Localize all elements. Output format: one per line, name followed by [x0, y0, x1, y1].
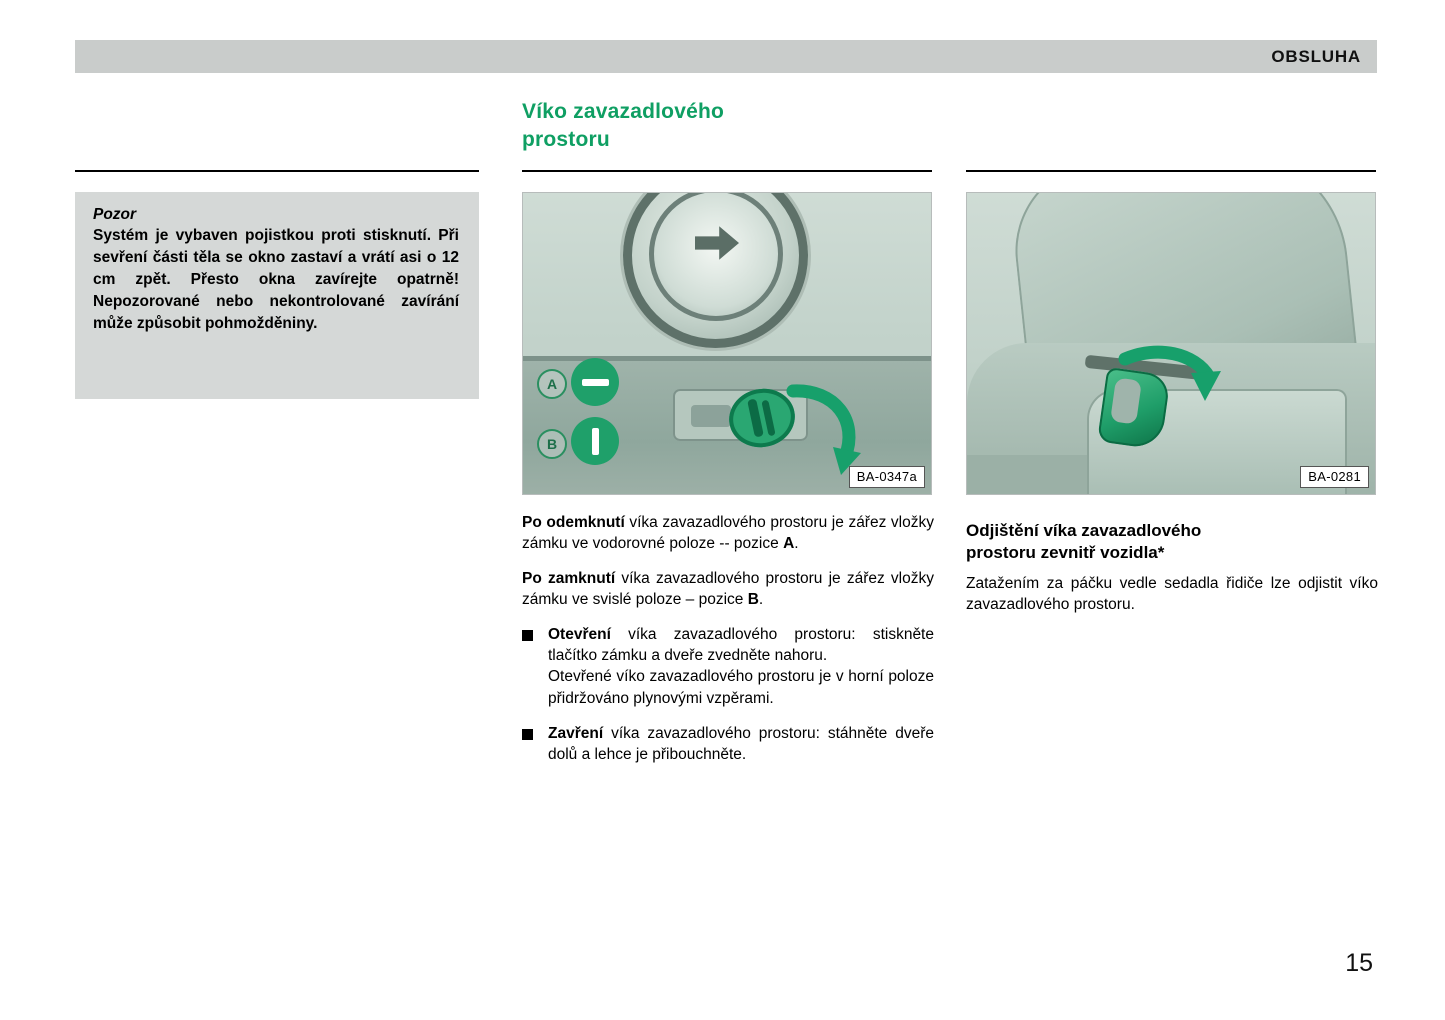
- right-text-column: [966, 520, 1378, 615]
- lock-horizontal-symbol-icon: [571, 358, 619, 406]
- figure-trunk-lock: [522, 192, 932, 495]
- right-column-heading-line2: prostoru zevnitř vozidla*: [966, 543, 1165, 563]
- paragraph-unlocked: [522, 512, 934, 554]
- vertical-bar-shape: [592, 428, 599, 455]
- page-header-bar: [75, 40, 1377, 73]
- paragraph-locked: [522, 568, 934, 610]
- section-heading-line1: Víko zavazadlového: [522, 100, 725, 123]
- paragraph-locked-lead: Po zamknutí: [522, 570, 616, 588]
- section-heading: [522, 98, 922, 153]
- figure-right-code: BA-0281: [1300, 466, 1369, 488]
- vehicle-floor: [967, 455, 1097, 495]
- warning-title: Pozor: [93, 206, 137, 223]
- warning-box: [75, 192, 479, 399]
- paragraph-unlocked-body: víka zavazadlového prostoru je zářez vložky zámku ve vodorovné poloze -- pozice: [522, 514, 934, 553]
- right-column-paragraph: Zatažením za páčku vedle sedadla řidiče lze odjistit víko zavazadlového prostoru.: [966, 575, 1378, 614]
- position-a-badge: A: [537, 369, 567, 399]
- paragraph-unlocked-end: .: [794, 535, 799, 553]
- page-number: 15: [1345, 949, 1373, 977]
- warning-text: Systém je vybaven pojistkou proti stisknutí. Při sevření části těla se okno zastaví a vrátí asi o 12 cm zpět. Přesto okna zavírejte opatrně! Nepozorované nebo nekontrolované zavírání může způsobit pohmožděniny.: [93, 227, 459, 332]
- bullet-close-lead: Zavření: [548, 724, 604, 742]
- right-column-heading-line1: Odjištění víka zavazadlového: [966, 521, 1202, 540]
- right-column-heading: [966, 520, 1378, 564]
- lock-vertical-symbol-icon: [571, 417, 619, 465]
- page-header-title: OBSLUHA: [1271, 47, 1361, 66]
- divider-right: [966, 170, 1376, 172]
- bullet-open-lead: Otevření: [548, 626, 611, 644]
- rotation-arrow-icon: [773, 383, 863, 478]
- figure-left-code: BA-0347a: [849, 466, 925, 488]
- emblem-inner-ring-icon: [649, 192, 783, 321]
- trunk-handle-button: [691, 405, 731, 427]
- pull-arrow-icon: [1117, 343, 1227, 413]
- bullet-square-icon: [522, 729, 533, 740]
- paragraph-unlocked-lead: Po odemknutí: [522, 514, 625, 531]
- bullet-open-extra: Otevřené víko zavazadlového prostoru je v horní poloze přidržováno plynovými vzpěrami.: [548, 668, 934, 707]
- divider-middle: [522, 170, 932, 172]
- bullet-open: [522, 624, 934, 708]
- bullet-close-body: víka zavazadlového prostoru: stáhněte dveře dolů a lehce je přibouchněte.: [548, 724, 934, 763]
- paragraph-locked-end: .: [758, 591, 764, 609]
- bullet-open-body: víka zavazadlového prostoru: stiskněte tlačítko zámku a dveře zvedněte nahoru.: [548, 626, 934, 665]
- figure-interior-release-lever: [966, 192, 1376, 495]
- divider-left: [75, 170, 479, 172]
- section-heading-line2: prostoru: [522, 127, 610, 151]
- paragraph-locked-position: B: [747, 591, 759, 609]
- horizontal-bar-shape: [582, 379, 609, 386]
- position-b-badge: B: [537, 429, 567, 459]
- bullet-close: [522, 723, 934, 765]
- paragraph-unlocked-position: A: [783, 535, 795, 553]
- bullet-square-icon: [522, 630, 533, 641]
- paragraph-locked-body: víka zavazadlového prostoru je zářez vložky zámku ve svislé poloze – pozice: [522, 570, 934, 609]
- left-text-column: [522, 512, 934, 779]
